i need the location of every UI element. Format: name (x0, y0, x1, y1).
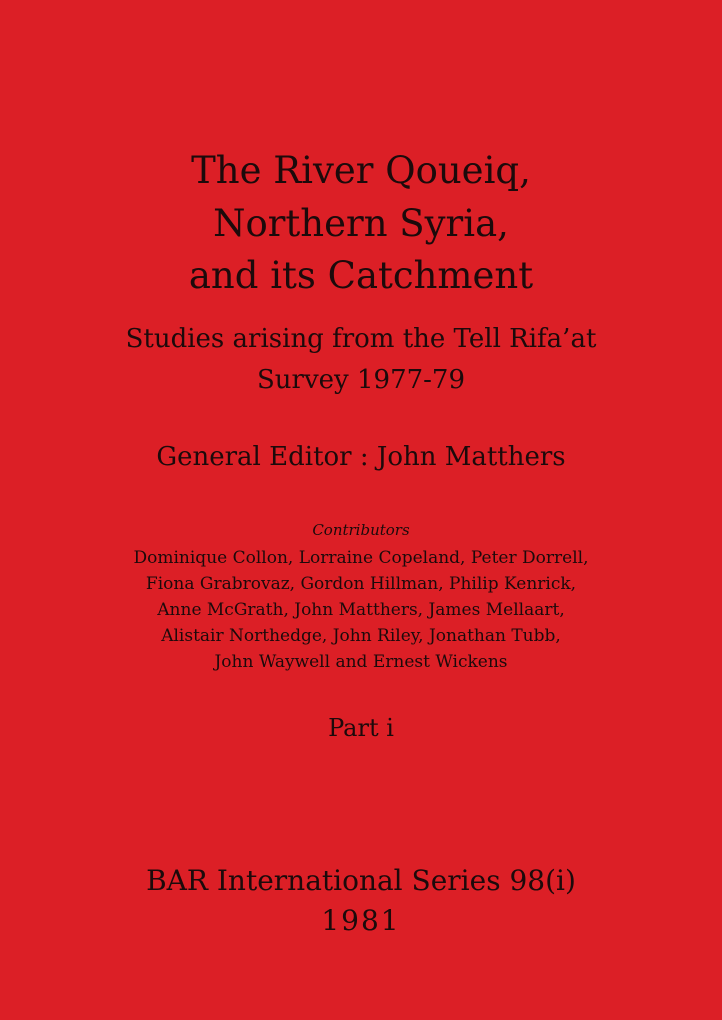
contributors-line-1: Dominique Collon, Lorraine Copeland, Peter Dorrell, (133, 548, 589, 568)
subtitle-line-1: Studies arising from the Tell Rifa’at (125, 324, 597, 354)
subtitle-line-2: Survey 1977-79 (256, 365, 466, 395)
series-label: BAR International Series 98(i) (146, 864, 576, 897)
contributors-heading: Contributors (312, 521, 410, 539)
general-editor: General Editor : John Matthers (156, 442, 566, 472)
part-label: Part i (328, 714, 394, 742)
publication-year: 1981 (321, 904, 401, 937)
contributors-line-3: Anne McGrath, John Matthers, James Mellaart, (157, 600, 565, 620)
title-line-1: The River Qoueiq, (191, 149, 531, 192)
title-line-3: and its Catchment (188, 254, 534, 297)
contributors-line-5: John Waywell and Ernest Wickens (214, 652, 508, 672)
title-line-2: Northern Syria, (213, 202, 509, 245)
contributors-line-4: Alistair Northedge, John Riley, Jonathan Tubb, (161, 626, 561, 646)
contributors-line-2: Fiona Grabrovaz, Gordon Hillman, Philip Kenrick, (145, 574, 577, 594)
